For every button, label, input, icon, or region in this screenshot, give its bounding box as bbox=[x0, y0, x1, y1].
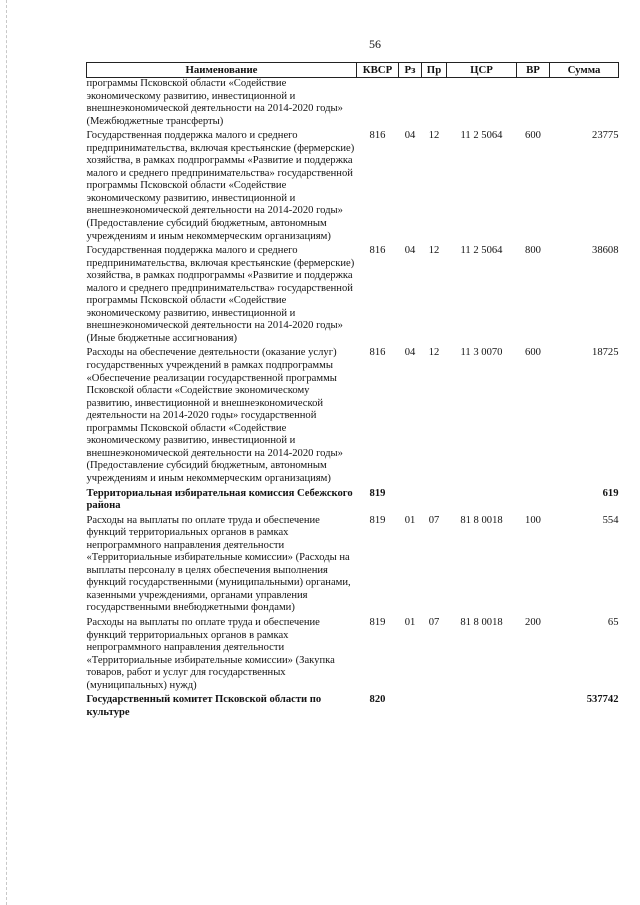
row-csr: 11 3 0070 bbox=[460, 347, 503, 359]
row-name: Государственная поддержка малого и среднего предпринимательства, включая крестьянские (фермерские) хозяйства, в рамках подпрограммы «Развитие и поддержка малого и среднего предпринимательства» государственной программы Псковской области «Содействие экономическому развитию, инвестиционной и внешнеэкономической деятельности на 2014-2020 годы» (Иные бюджетные ассигнования) bbox=[86, 245, 355, 344]
row-name: Государственный комитет Псковской области по культуре bbox=[86, 694, 322, 718]
row-rz bbox=[399, 78, 422, 129]
header-kvsr: КВСР bbox=[357, 63, 399, 78]
table-row bbox=[87, 78, 619, 129]
table-header-row bbox=[87, 63, 619, 78]
table-row bbox=[87, 692, 619, 719]
row-kvsr: 820 bbox=[369, 694, 386, 706]
page-number: 56 bbox=[369, 37, 381, 51]
row-sum: 619 bbox=[602, 487, 619, 499]
row-kvsr: 819 bbox=[369, 514, 386, 526]
row-sum: 554 bbox=[602, 514, 619, 526]
row-pr bbox=[422, 692, 447, 719]
row-csr: 81 8 0018 bbox=[460, 616, 503, 628]
row-pr: 12 bbox=[428, 245, 440, 257]
row-name: Государственная поддержка малого и среднего предпринимательства, включая крестьянские (фермерские) хозяйства, в рамках подпрограммы «Развитие и поддержка малого и среднего предпринимательства» государственной программы Псковской области «Содействие экономическому развитию, инвестиционной и внешнеэкономической деятельности на 2014-2020 годы» (Предоставление субсидий бюджетным, автономным учреждениям и иным некоммерческим организациям) bbox=[86, 130, 355, 242]
row-kvsr: 819 bbox=[369, 487, 386, 499]
budget-table bbox=[86, 62, 619, 719]
row-vr bbox=[517, 78, 550, 129]
row-csr: 11 2 5064 bbox=[460, 245, 503, 257]
row-pr: 12 bbox=[428, 130, 440, 142]
row-kvsr: 816 bbox=[369, 245, 386, 257]
scan-edge bbox=[6, 0, 8, 905]
row-rz: 01 bbox=[404, 514, 416, 526]
table-row bbox=[87, 345, 619, 485]
row-vr bbox=[517, 692, 550, 719]
table-row bbox=[87, 486, 619, 513]
row-pr bbox=[422, 78, 447, 129]
row-vr: 600 bbox=[525, 347, 541, 359]
row-vr: 800 bbox=[525, 245, 541, 257]
row-name: Расходы на выплаты по оплате труда и обеспечение функций территориальных органов в рамках непрограммного направления деятельности «Территориальные избирательные комиссии» (Расходы на выплаты персоналу в целях обеспечения выполнения функций государственными (муниципальными) органами, казенными учреждениями, органами управления государственными внебюджетными фондами) bbox=[86, 514, 351, 614]
row-pr: 07 bbox=[428, 616, 440, 628]
table-row bbox=[87, 128, 619, 243]
row-kvsr: 816 bbox=[369, 130, 386, 142]
row-name: Расходы на обеспечение деятельности (оказание услуг) государственных учреждений в рамках подпрограммы «Обеспечение реализации государственной программы Псковской области «Содействие экономическому развитию, инвестиционной и внешнеэкономической деятельности на 2014-2020 годы» государственной программы Псковской области «Содействие экономическому развитию, инвестиционной и внешнеэкономической деятельности на 2014-2020 годы» (Предоставление субсидий бюджетным, автономным учреждениям и иным некоммерческим организациям) bbox=[86, 347, 343, 484]
row-vr: 100 bbox=[525, 514, 541, 526]
row-vr: 600 bbox=[525, 130, 541, 142]
header-pr: Пр bbox=[422, 63, 447, 78]
row-sum: 38608 bbox=[592, 245, 619, 257]
row-name: Территориальная избирательная комиссия Себежского района bbox=[86, 487, 353, 512]
row-csr: 81 8 0018 bbox=[460, 514, 503, 526]
row-pr: 07 bbox=[428, 514, 440, 526]
table-row bbox=[87, 513, 619, 615]
row-kvsr: 816 bbox=[369, 347, 386, 359]
row-pr bbox=[422, 486, 447, 513]
header-vr: ВР bbox=[517, 63, 550, 78]
row-rz: 04 bbox=[404, 347, 416, 359]
row-sum: 23775 bbox=[592, 130, 619, 142]
row-csr bbox=[447, 692, 517, 719]
row-rz: 04 bbox=[404, 245, 416, 257]
header-csr: ЦСР bbox=[447, 63, 517, 78]
row-kvsr bbox=[357, 78, 399, 129]
row-csr bbox=[447, 486, 517, 513]
row-rz: 04 bbox=[404, 130, 416, 142]
row-name: программы Псковской области «Содействие экономическому развитию, инвестиционной и внешнеэкономической деятельности на 2014-2020 годы» (Межбюджетные трансферты) bbox=[86, 78, 343, 127]
row-kvsr: 819 bbox=[369, 616, 386, 628]
header-sum: Сумма bbox=[550, 63, 619, 78]
row-sum bbox=[550, 78, 619, 129]
row-pr: 12 bbox=[428, 347, 440, 359]
row-vr bbox=[517, 486, 550, 513]
table-row bbox=[87, 615, 619, 692]
table-row bbox=[87, 243, 619, 345]
row-name: Расходы на выплаты по оплате труда и обеспечение функций территориальных органов в рамках непрограммного направления деятельности «Территориальные избирательные комиссии» (Закупка товаров, работ и услуг для государственных (муниципальных) нужд) bbox=[86, 616, 335, 691]
header-rz: Рз bbox=[399, 63, 422, 78]
row-csr: 11 2 5064 bbox=[460, 130, 503, 142]
row-sum: 18725 bbox=[592, 347, 619, 359]
row-sum: 65 bbox=[607, 616, 619, 628]
header-name: Наименование bbox=[87, 63, 357, 78]
row-csr bbox=[447, 78, 517, 129]
row-vr: 200 bbox=[525, 616, 541, 628]
row-sum: 537742 bbox=[586, 694, 619, 706]
row-rz bbox=[399, 692, 422, 719]
row-rz: 01 bbox=[404, 616, 416, 628]
row-rz bbox=[399, 486, 422, 513]
